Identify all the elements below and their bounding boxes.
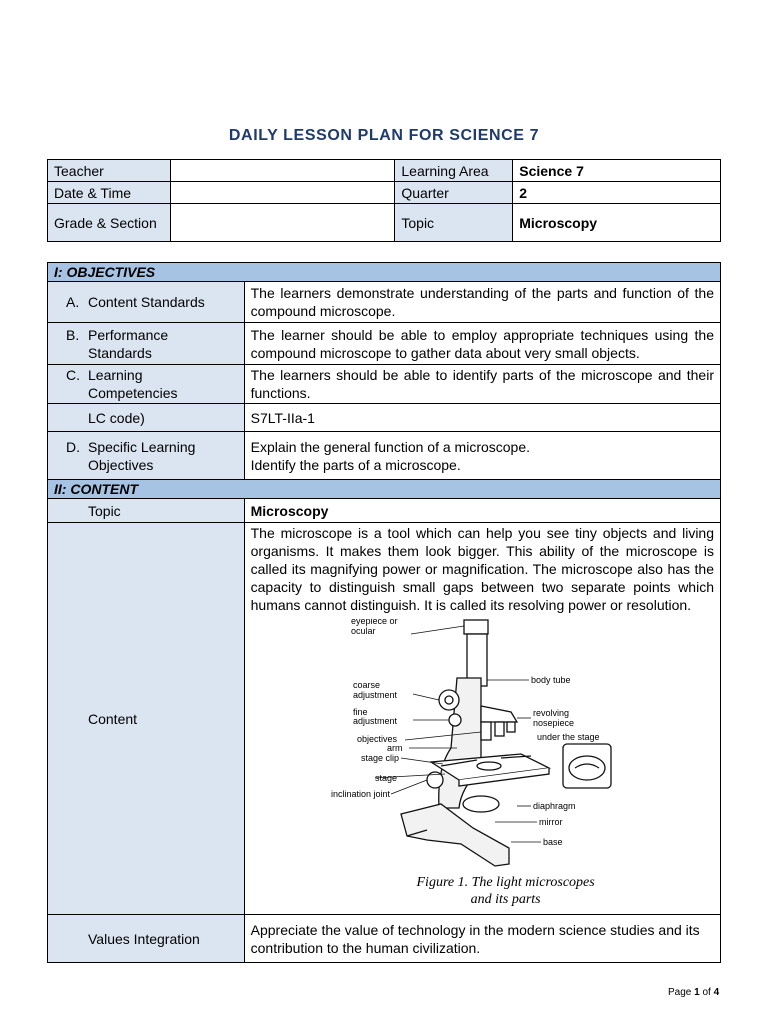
page-of: of bbox=[702, 987, 711, 998]
page-word: Page bbox=[668, 987, 692, 998]
content-section-header bbox=[48, 480, 721, 499]
topic-label: Topic bbox=[395, 204, 513, 242]
ocular-label: ocular bbox=[350, 626, 376, 636]
eyepiece-shape bbox=[464, 620, 488, 634]
values-integration-label: Values Integration bbox=[48, 915, 245, 963]
lc-code-text: S7LT-IIa-1 bbox=[244, 404, 720, 432]
specific-objectives-text bbox=[244, 432, 720, 480]
page-number bbox=[668, 987, 719, 998]
body-tube-label: body tube bbox=[530, 675, 571, 685]
lc-code-label: LC code) bbox=[48, 404, 245, 432]
page-current: 1 bbox=[694, 987, 700, 998]
content-topic-label: Topic bbox=[48, 499, 245, 523]
topic-value: Microscopy bbox=[513, 204, 721, 242]
content-label: Content bbox=[48, 523, 245, 915]
learning-competencies-text: The learners should be able to identify parts of the microscope and their functions. bbox=[244, 365, 720, 404]
figure-caption-line-2: and its parts bbox=[470, 892, 541, 907]
microscope-figure bbox=[331, 618, 681, 914]
performance-standards-label: B. Performance Standards bbox=[48, 323, 245, 365]
specific-objectives-label: D. Specific Learning Objectives bbox=[48, 432, 245, 480]
page-title: DAILY LESSON PLAN FOR SCIENCE 7 bbox=[228, 127, 540, 144]
fine-label: fine bbox=[352, 707, 368, 717]
date-time-value bbox=[170, 182, 395, 204]
teacher-value bbox=[170, 160, 395, 182]
learning-competencies-label: C. Learning Competencies bbox=[48, 365, 245, 404]
arm-label: arm bbox=[386, 743, 403, 753]
under-stage-inset bbox=[563, 744, 611, 788]
coarse-knob-shape bbox=[439, 690, 459, 710]
microscope-illustration bbox=[331, 618, 681, 876]
content-paragraph: The microscope is a tool which can help you see tiny objects and living organisms. It makes them look bigger. This ability of the microscope is called its magnifying power or magnification. The microscope also has the capacity to distinguish small gaps between two separate points which humans cannot distinguish. It is called its resolving power or resolution. bbox=[250, 525, 714, 613]
objectives-label: objectives bbox=[356, 734, 397, 744]
objectives-section-header bbox=[48, 263, 721, 282]
teacher-label: Teacher bbox=[48, 160, 171, 182]
coarse-label: coarse bbox=[352, 680, 380, 690]
coarse-adjustment-label: adjustment bbox=[352, 690, 397, 700]
fine-knob-shape bbox=[449, 714, 461, 726]
mirror-label: mirror bbox=[538, 817, 563, 827]
base-label: base bbox=[542, 837, 563, 847]
objective-line-2: Identify the parts of a microscope. bbox=[250, 456, 461, 473]
grade-section-label: Grade & Section bbox=[48, 204, 171, 242]
letter-b: B. bbox=[66, 326, 80, 343]
nosepiece-shape bbox=[481, 706, 517, 722]
content-topic-value: Microscopy bbox=[244, 499, 720, 523]
letter-d: D. bbox=[66, 438, 80, 455]
eyepiece-label: eyepiece or bbox=[350, 618, 398, 626]
inclination-joint-label: inclination joint bbox=[330, 789, 390, 799]
objective-line-1: Explain the general function of a microscope. bbox=[250, 438, 531, 455]
lesson-info-table bbox=[47, 159, 721, 242]
content-header: II: CONTENT bbox=[48, 480, 721, 499]
mirror-shape bbox=[463, 796, 499, 812]
content-cell bbox=[244, 523, 720, 915]
letter-a: A. bbox=[66, 294, 80, 310]
nosepiece-label: nosepiece bbox=[532, 718, 574, 728]
stage-label: stage bbox=[374, 773, 397, 783]
letter-c: C. bbox=[66, 367, 80, 383]
diaphragm-label: diaphragm bbox=[532, 801, 576, 811]
values-integration-text: Appreciate the value of technology in the modern science studies and its contribution to the human civilization. bbox=[244, 915, 720, 963]
under-stage-label: under the stage bbox=[536, 732, 600, 742]
date-time-label: Date & Time bbox=[48, 182, 171, 204]
grade-section-value bbox=[170, 204, 395, 242]
objectives-header: I: OBJECTIVES bbox=[48, 263, 721, 282]
base-shape bbox=[401, 804, 509, 866]
content-standards-text: The learners demonstrate understanding of the parts and function of the compound microscope. bbox=[244, 282, 720, 323]
page-total: 4 bbox=[713, 987, 720, 998]
quarter-value: 2 bbox=[513, 182, 721, 204]
stage-clip-label: stage clip bbox=[360, 753, 399, 763]
content-standards-label: A. Content Standards bbox=[48, 282, 245, 323]
fine-adjustment-label: adjustment bbox=[352, 716, 397, 726]
lesson-plan-table bbox=[47, 262, 721, 963]
learning-area-value: Science 7 bbox=[513, 160, 721, 182]
revolving-label: revolving bbox=[532, 708, 569, 718]
performance-standards-text: The learner should be able to employ appropriate techniques using the compound microscope to gather data about very small objects. bbox=[244, 323, 720, 365]
figure-caption-line-1: Figure 1. The light microscopes bbox=[416, 875, 595, 890]
learning-area-label: Learning Area bbox=[395, 160, 513, 182]
quarter-label: Quarter bbox=[395, 182, 513, 204]
